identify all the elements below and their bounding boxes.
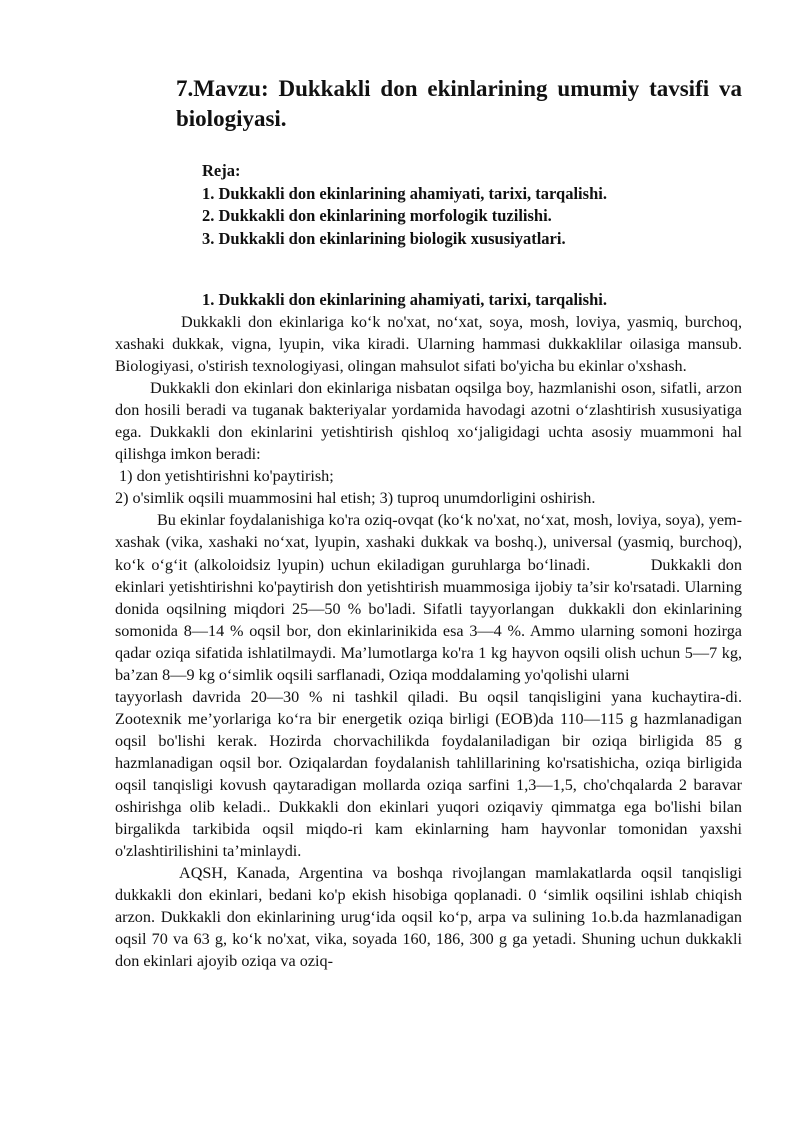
plan-item: 2. Dukkakli don ekinlarining morfologik tuzilishi. [202,206,552,225]
paragraph: Bu ekinlar foydalanishiga ko'ra oziq-ovqat (ko‘k no'xat, no‘xat, mosh, loviya, soya), yem-xashak (vika, xashaki no‘xat, lyupin, xashaki dukkak va boshq.), universal (yasmiq, burchoq), ko‘k o‘g‘it (alkoloidsiz lyupin) uchun ekiladigan guruhlarga bo‘linadi. Dukkakli don ekinlari yetishtirishni ko'paytirish don yetishtirish muammosiga ijobiy ta’sir ko'rsatadi. Ularning donida oqsilning miqdori 25—50 % bo'ladi. Sifatli tayyorlangan dukkakli don ekinlarining somonida 8—14 % oqsil bor, don ekinlarinikida esa 3—4 %. Ammo ularning somoni hozirga qadar oziqa sifatida ishlatilmaydi. Ma’lumotlarga ko'ra 1 kg hayvon oqsili olish uchun 5—7 kg, ba’zan 8—9 kg o‘simlik oqsili sarflanadi, Oziqa moddalaming yo'qolishi ularni [115,511,747,684]
list-item: 1) don yetishtirishni ko'paytirish; [115,467,334,486]
paragraph: tayyorlash davrida 20—30 % ni tashkil qiladi. Bu oqsil tanqisligini yana kuchaytira-di. Zootexnik me’yorlariga ko‘ra bir energetik oziqa birligi (EOB)da 110—115 g hazmlanadigan oqsil bo'lishi kerak. Hozirda chorvachilikda foydalaniladigan bir oziqa birligida 85 g hazmlanadigan oqsil bor. Oziqalardan foydalanish tahlillarining ko'rsatishicha, oziqa birligida oqsil tanqisligi kovush qaytaradigan mollarda oziqa sarfini 1,3—1,5, cho'chqalarda 2 baravar oshirishga olib keladi.. Dukkakli don ekinlari yuqori oziqaviy qimmatga ega bo'lishi bilan birgalikda tarkibida oqsil miqdo-ri kam ekinlarning ham hayvonlar tomonidan yaxshi o'zlashtirilishini ta’minlaydi. [115,687,742,861]
plan-section [202,160,742,250]
plan-item: 1. Dukkakli don ekinlarining ahamiyati, tarixi, tarqalishi. [202,183,607,203]
plan-item: 3. Dukkakli don ekinlarining biologik xususiyatlari. [202,228,566,248]
page-title: 7.Mavzu: Dukkakli don ekinlarining umumiy tavsifi va biologiyasi. [176,76,742,131]
section-body [115,311,747,972]
plan-label: Reja: [202,161,241,180]
paragraph: AQSH, Kanada, Argentina va boshqa rivojlangan mamlakatlarda oqsil tanqisligi dukkakli don ekinlari, bedani ko'p ekish hisobiga qoplanadi. 0 ‘simlik oqsilini ishlab chiqish arzon. Dukkakli don ekinlarining urug‘ida oqsil ko‘p, arpa va sulining 1o.b.da hazmlanadigan oqsil 70 va 63 g, ko‘k no'xat, vika, soyada 160, 186, 300 g ga yetadi. Shuning uchun dukkakli don ekinlari ajoyib oziqa va oziq- [115,864,742,971]
paragraph: Dukkakli don ekinlariga ko‘k no'xat, no‘xat, soya, mosh, loviya, yasmiq, burchoq, xashaki dukkak, vigna, lyupin, vika kiradi. Ularning hammasi dukkaklilar oilasiga mansub. Biologiyasi, o'stirish texnologiyasi, olingan mahsulot sifati bo'yicha bu ekinlar o'xshash. [115,313,742,376]
section-heading: 1. Dukkakli don ekinlarining ahamiyati, tarixi, tarqalishi. [202,290,607,309]
list-item: 2) o'simlik oqsili muammosini hal etish; 3) tuproq unumdorligini oshirish. [115,489,596,508]
paragraph: Dukkakli don ekinlari don ekinlariga nisbatan oqsilga boy, hazmlanishi oson, sifatli, arzon don hosili beradi va tuganak bakteriyalar yordamida havodagi azotni o‘zlashtirish xususiyatiga ega. Dukkakli don ekinlarini yetishtirish qishloq xo‘jaligidagi uchta asosiy muammoni hal qilishga imkon beradi: [115,379,742,464]
